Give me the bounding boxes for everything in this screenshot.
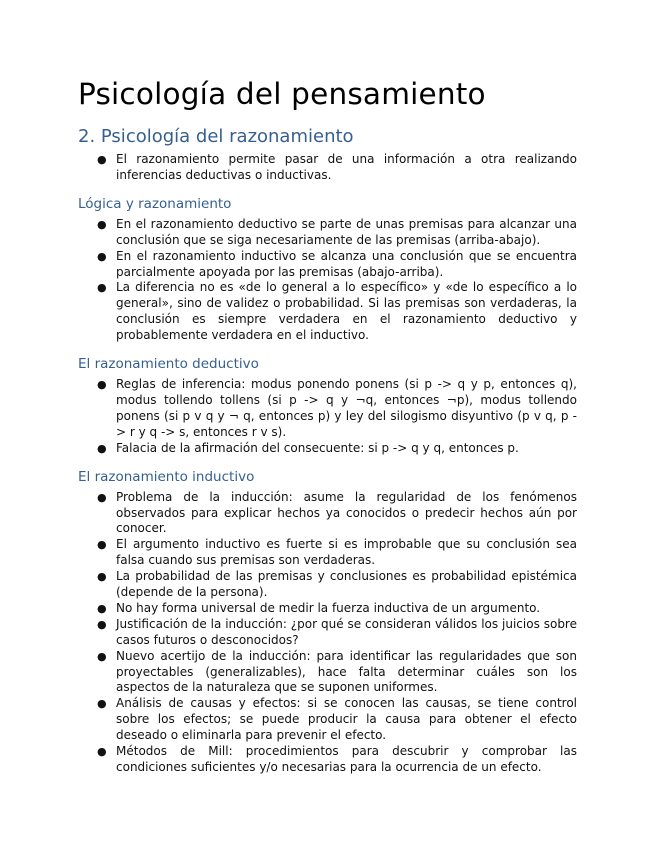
list-item-text: No hay forma universal de medir la fuerza inductiva de un argumento.	[116, 600, 541, 615]
list-item-text: La diferencia no es «de lo general a lo específico» y «de lo específico a lo general», sino de validez o probabilidad. Si las premisas son verdaderas, la conclusión es siempre verdadera en el razonamiento deductivo y probablemente verdadera en el inductivo.	[116, 280, 577, 343]
list-item	[97, 152, 577, 184]
bullet-icon: ●	[97, 490, 107, 504]
list-item	[97, 537, 577, 569]
bullet-icon: ●	[97, 601, 107, 615]
bullet-icon: ●	[97, 217, 107, 231]
list-item-text: Justificación de la inducción: ¿por qué se consideran válidos los juicios sobre casos futuros o desconocidos?	[116, 616, 577, 647]
bullet-icon: ●	[97, 281, 107, 295]
bullet-icon: ●	[97, 649, 107, 663]
page-title: Psicología del pensamiento	[78, 77, 486, 111]
list-item-text: En el razonamiento inductivo se alcanza una conclusión que se encuentra parcialmente apoyada por las premisas (abajo-arriba).	[116, 248, 577, 279]
bullet-icon: ●	[97, 378, 107, 392]
bullet-icon: ●	[97, 570, 107, 584]
bullet-icon: ●	[97, 617, 107, 631]
bullet-icon: ●	[97, 745, 107, 759]
list-item-text: La probabilidad de las premisas y conclusiones es probabilidad epistémica (depende de la persona).	[116, 569, 577, 600]
list-item-text: Falacia de la afirmación del consecuente: si p -> q y q, entonces p.	[116, 440, 519, 455]
list-item	[97, 489, 577, 538]
list-item	[97, 648, 577, 697]
bullet-icon: ●	[97, 697, 107, 711]
bullet-icon: ●	[97, 441, 107, 455]
list-item-text: Métodos de Mill: procedimientos para descubrir y comprobar las condiciones suficientes y/o necesarias para la ocurrencia de un efecto.	[116, 744, 577, 774]
bullet-icon: ●	[97, 538, 107, 552]
bullet-icon: ●	[97, 153, 107, 166]
inductivo-list	[78, 490, 577, 776]
bullet-icon: ●	[97, 249, 107, 263]
subsection-heading-deductivo: El razonamiento deductivo	[78, 356, 259, 373]
list-item	[97, 280, 577, 344]
list-item-text: Nuevo acertijo de la inducción: para identificar las regularidades que son proyectables (generalizables), hace falta determinar cuáles son los aspectos de la naturaleza que se suponen uniformes.	[116, 648, 577, 695]
list-item	[97, 569, 577, 601]
subsection-heading-inductivo: El razonamiento inductivo	[78, 468, 255, 485]
list-item-text: El razonamiento permite pasar de una información a otra realizando inferencias deductivas o inductivas.	[116, 152, 577, 182]
intro-list	[78, 152, 577, 184]
list-item-text: Problema de la inducción: asume la regularidad de los fenómenos observados para explicar hechos ya conocidos o predecir hechos aún por conocer.	[116, 489, 577, 536]
list-item	[97, 440, 577, 457]
list-item	[97, 248, 577, 281]
list-item	[97, 696, 577, 744]
list-item-text: En el razonamiento deductivo se parte de unas premisas para alcanzar una conclusión que se siga necesariamente de las premisas (arriba-abajo).	[116, 216, 577, 247]
list-item	[97, 600, 577, 617]
list-item	[97, 377, 577, 441]
list-item-text: Reglas de inferencia: modus ponendo ponens (si p -> q y p, entonces q), modus tollendo tollens (si p -> q y ¬q, entonces ¬p), modus tollendo ponens (si p v q y ¬ q, entonces p) y ley del silogismo disyuntivo (p v q, p -> r y q -> s, entonces r v s).	[116, 377, 577, 439]
list-item	[97, 616, 577, 649]
deductivo-list	[78, 377, 577, 457]
list-item	[97, 744, 577, 776]
section-heading: 2. Psicología del razonamiento	[78, 126, 354, 147]
list-item	[97, 216, 577, 249]
subsection-heading-logica: Lógica y razonamiento	[78, 195, 232, 212]
list-item-text: Análisis de causas y efectos: si se conocen las causas, se tiene control sobre los efectos; se puede producir la causa para obtener el efecto deseado o eliminarla para prevenir el efecto.	[116, 696, 577, 743]
logica-list	[78, 217, 577, 344]
list-item-text: El argumento inductivo es fuerte si es improbable que su conclusión sea falsa cuando sus premisas son verdaderas.	[116, 537, 577, 568]
